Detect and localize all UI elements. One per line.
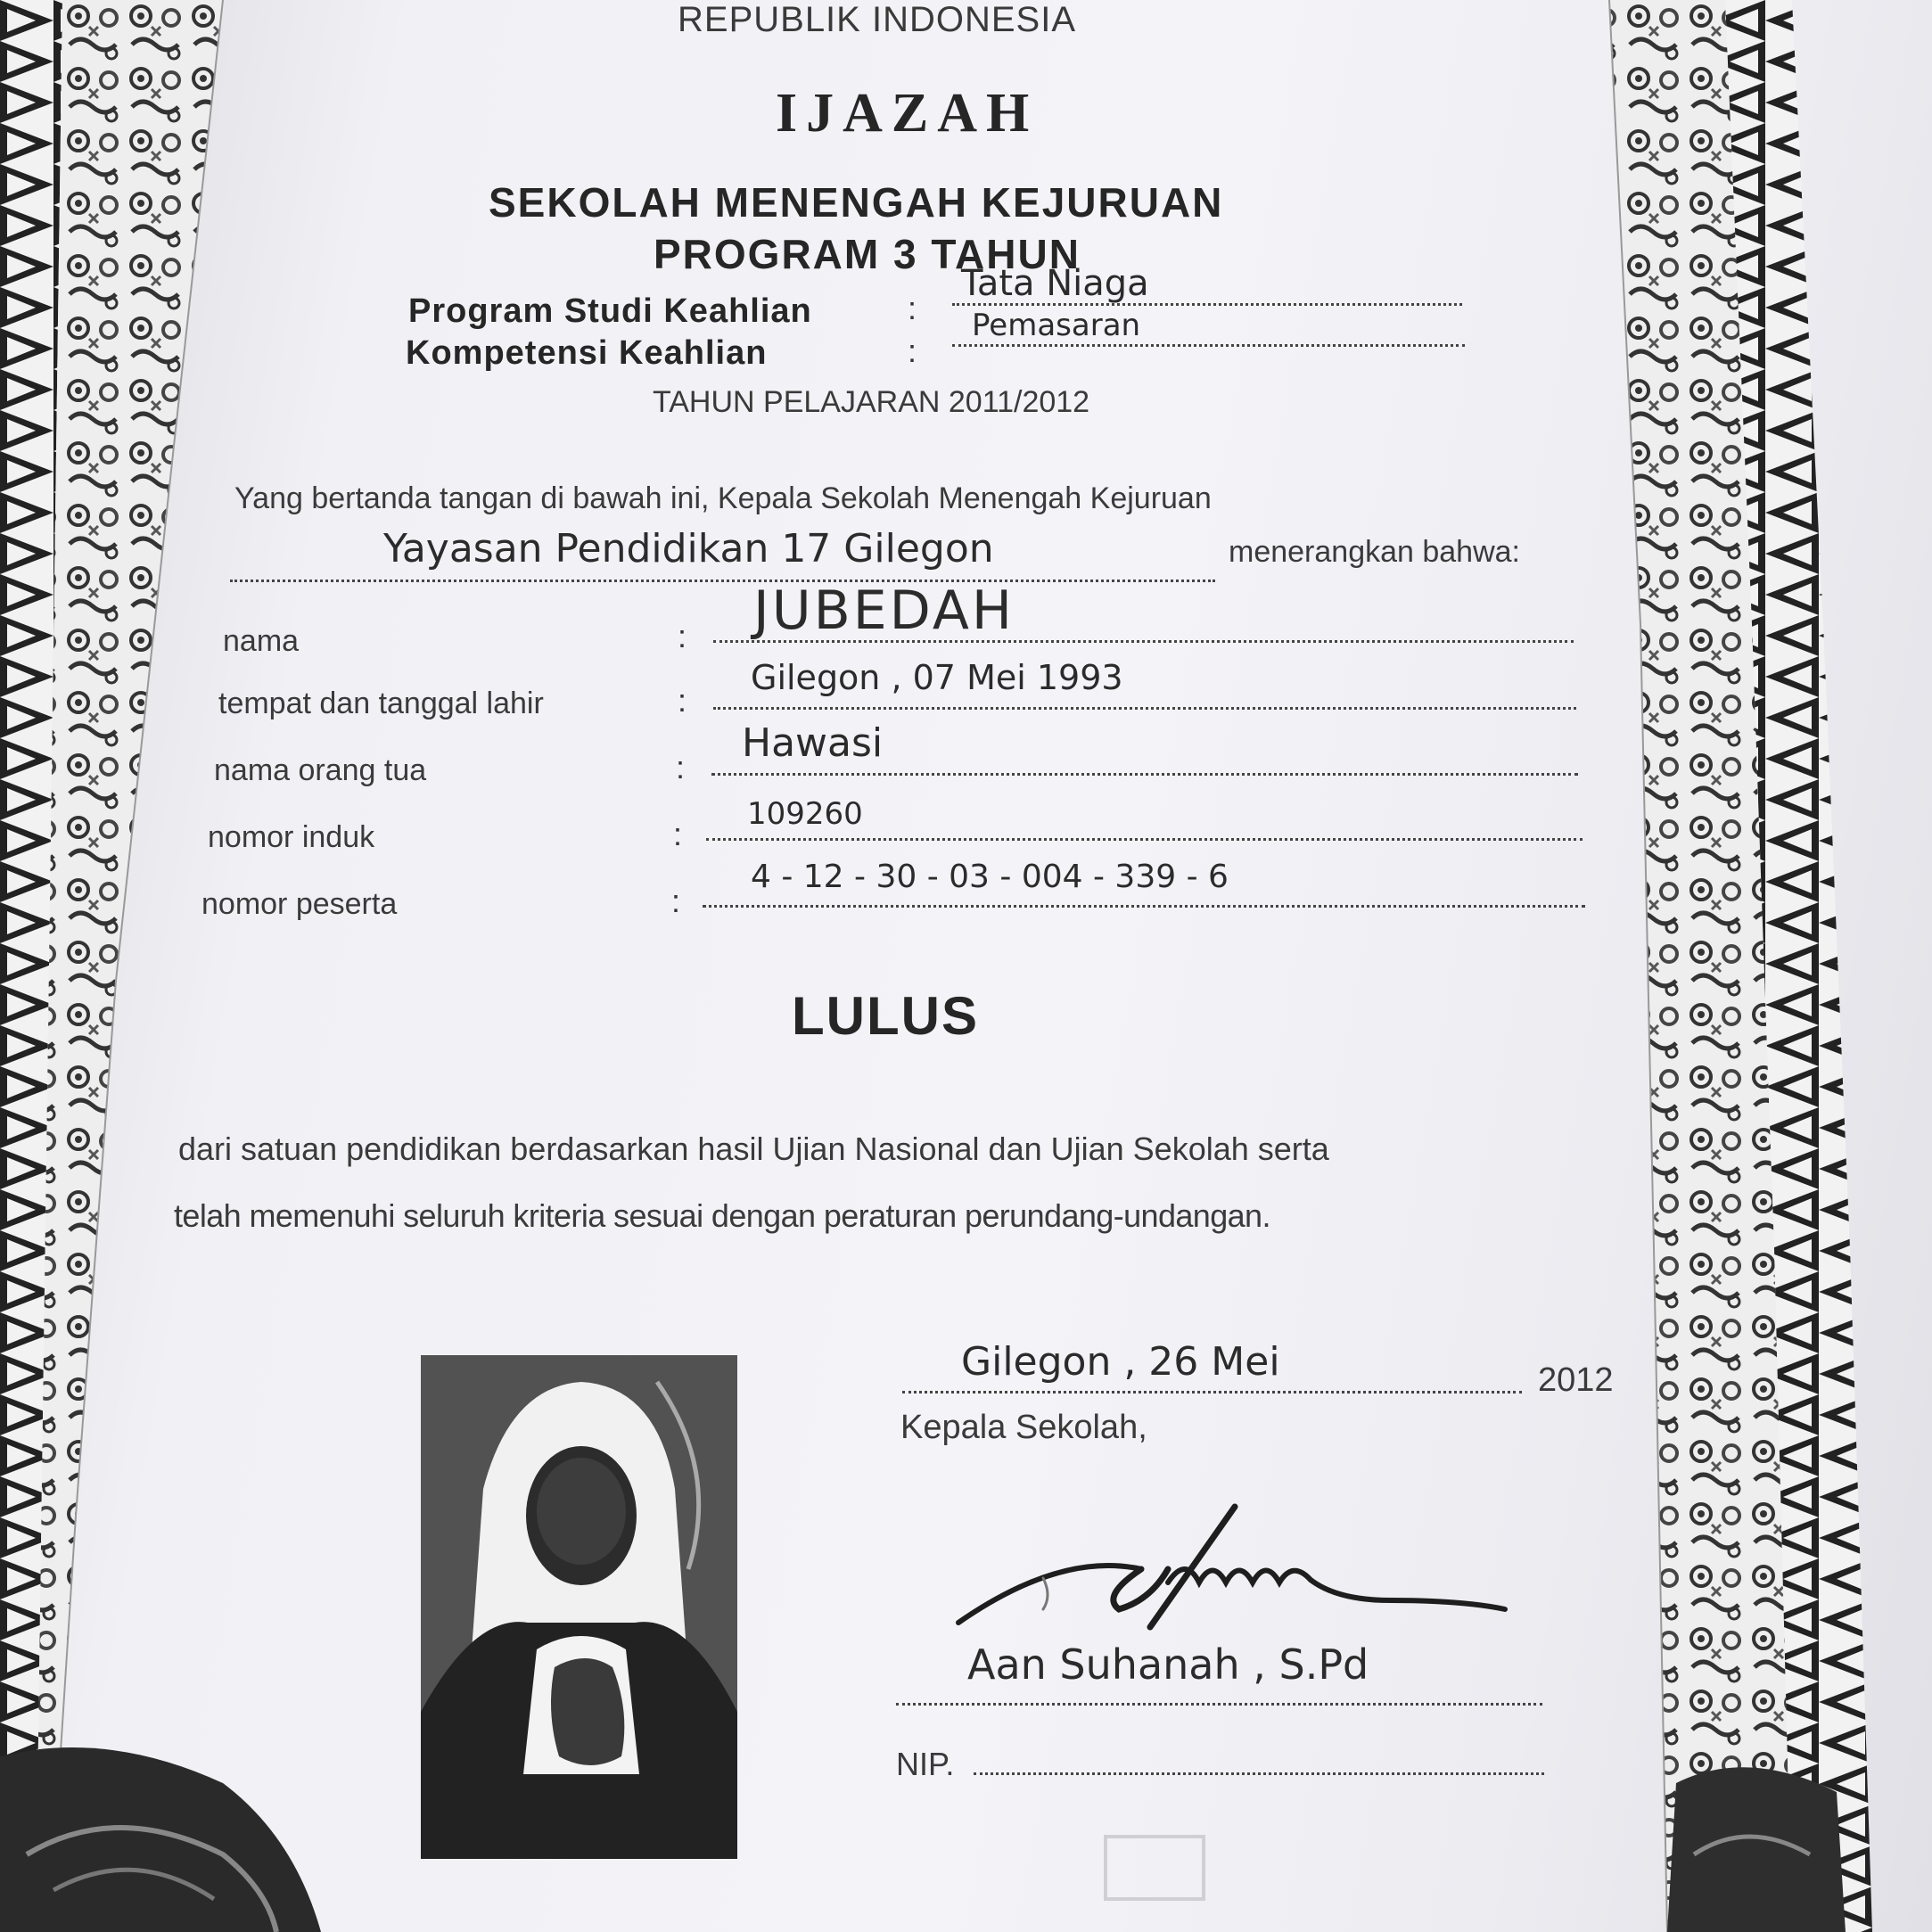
field-line <box>713 707 1576 710</box>
field-line <box>713 640 1574 643</box>
field-label-ttl: tempat dan tanggal lahir <box>218 686 544 720</box>
field-label-nama: nama <box>223 624 300 658</box>
statement-line-1: dari satuan pendidikan berdasarkan hasil Ujian Nasional dan Ujian Sekolah serta <box>178 1130 1329 1167</box>
student-photo <box>421 1355 737 1859</box>
signature-drawing <box>958 1507 1505 1627</box>
tahun-pelajaran: TAHUN PELAJARAN 2011/2012 <box>653 385 1090 419</box>
field-line <box>706 838 1583 841</box>
field-value-ttl: Gilegon , 07 Mei 1993 <box>751 658 1123 697</box>
place-date: Gilegon , 26 Mei <box>961 1339 1280 1385</box>
status-lulus: LULUS <box>792 986 979 1046</box>
field-label-nomor-peserta: nomor peserta <box>201 887 398 921</box>
field-label-orang-tua: nama orang tua <box>214 753 427 787</box>
intro-line: Yang bertanda tangan di bawah ini, Kepala Sekolah Menengah Kejuruan <box>234 481 1212 515</box>
field-value-nomor-peserta: 4 - 12 - 30 - 03 - 004 - 339 - 6 <box>751 859 1229 895</box>
school-type: SEKOLAH MENENGAH KEJURUAN <box>489 179 1224 226</box>
field-colon: : <box>671 883 681 919</box>
field-value-nomor-induk: 109260 <box>747 796 863 832</box>
program-duration: PROGRAM 3 TAHUN <box>654 231 1081 277</box>
top-line: REPUBLIK INDONESIA <box>678 0 1077 39</box>
signatory-name: Aan Suhanah , S.Pd <box>967 1640 1369 1689</box>
school-name: Yayasan Pendidikan 17 Gilegon <box>383 526 994 571</box>
signatory-role: Kepala Sekolah, <box>900 1409 1147 1446</box>
field-value-orang-tua: Hawasi <box>742 720 884 766</box>
document-title: IJAZAH <box>776 83 1039 144</box>
year: 2012 <box>1538 1361 1614 1399</box>
field-colon: : <box>678 618 687 654</box>
field-value-nama: JUBEDAH <box>753 580 1015 642</box>
kompetensi-value: Pemasaran <box>972 308 1141 343</box>
field-label-nomor-induk: nomor induk <box>208 820 375 854</box>
nip-label: NIP. <box>896 1746 955 1782</box>
kompetensi-label: Kompetensi Keahlian <box>406 334 768 372</box>
program-studi-colon: : <box>908 290 917 326</box>
kompetensi-colon: : <box>908 333 917 369</box>
kompetensi-line <box>952 344 1465 347</box>
school-name-line <box>230 580 1215 582</box>
place-date-line <box>902 1391 1522 1394</box>
field-colon: : <box>678 682 687 719</box>
field-colon: : <box>676 749 686 785</box>
intro-suffix: menerangkan bahwa: <box>1229 535 1521 569</box>
program-studi-label: Program Studi Keahlian <box>408 292 812 330</box>
program-studi-value: Tata Niaga <box>961 263 1149 304</box>
program-studi-line <box>952 303 1462 306</box>
field-colon: : <box>673 816 683 852</box>
field-line <box>703 905 1585 908</box>
field-line <box>711 773 1578 776</box>
signatory-name-line <box>896 1703 1542 1706</box>
statement-line-2: telah memenuhi seluruh kriteria sesuai dengan peraturan perundang-undangan. <box>174 1197 1270 1234</box>
nip-line <box>974 1772 1544 1775</box>
